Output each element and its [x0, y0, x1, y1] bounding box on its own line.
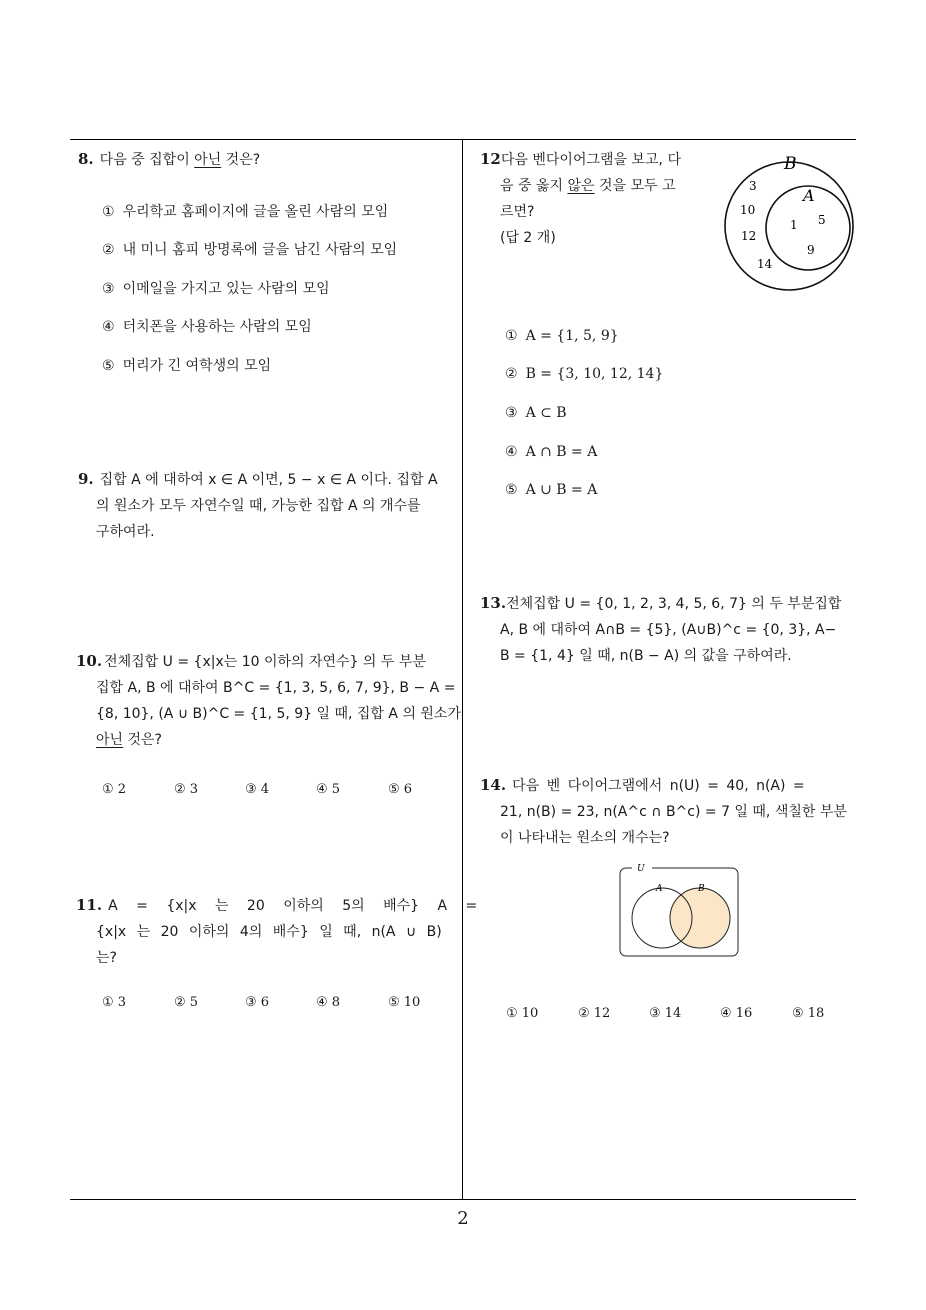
question-text: 의 원소가 모두 자연수일 때, 가능한 집합 A 의 개수를 — [96, 498, 421, 514]
question-11 — [76, 892, 478, 971]
bottom-rule — [70, 1199, 856, 1200]
option-mark: ② — [102, 242, 115, 258]
venn-element: 1 — [790, 218, 798, 232]
q8-option-1[interactable] — [102, 202, 388, 222]
option-mark: ① — [102, 204, 115, 220]
option-mark: ② — [505, 366, 518, 382]
answer-choice[interactable]: ③ 14 — [649, 1006, 682, 1021]
question-text: 전체집합 U = {0, 1, 2, 3, 4, 5, 6, 7} 의 두 부분집합 — [506, 596, 842, 612]
question-text: A, B 에 대하여 A∩B = {5}, (A∪B)^c = {0, 3}, A− — [500, 622, 837, 638]
q12-option-2[interactable] — [505, 364, 663, 384]
answer-choice[interactable]: ④ 16 — [720, 1006, 753, 1021]
question-text: 르면? — [500, 204, 535, 220]
question-text: 다음 중 집합이 — [99, 152, 195, 168]
option-mark: ③ — [505, 405, 518, 421]
question-number: 13. — [480, 594, 507, 612]
option-text: 터치폰을 사용하는 사람의 모임 — [122, 319, 312, 335]
question-text: 것은? — [123, 732, 162, 748]
answer-choice[interactable]: ① 10 — [506, 1006, 539, 1021]
answer-choice[interactable]: ② 12 — [578, 1006, 611, 1021]
q8-option-3[interactable] — [102, 279, 330, 299]
set-b-circle — [725, 162, 853, 290]
question-text: (답 2 개) — [500, 230, 556, 246]
option-text: A ∪ B = A — [525, 482, 598, 498]
answer-choice[interactable]: ⑤ 10 — [388, 995, 421, 1010]
venn-element: 9 — [807, 243, 815, 257]
option-text: 이메일을 가지고 있는 사람의 모임 — [122, 281, 330, 297]
question-text: 다음 벤 다이어그램에서 n(U) = 40, n(A) = — [512, 778, 805, 794]
question-text: A = {x|x 는 20 이하의 5의 배수} A = — [108, 898, 478, 914]
option-text: A ⊂ B — [525, 405, 567, 421]
set-b-label: B — [784, 154, 797, 174]
top-rule — [70, 139, 856, 140]
underlined-word: 아닌 — [194, 152, 222, 168]
option-text: A ∩ B = A — [525, 444, 598, 460]
column-divider — [462, 139, 463, 1200]
option-text: A = {1, 5, 9} — [525, 328, 619, 344]
set-a-label: A — [803, 186, 815, 205]
question-text: {8, 10}, (A ∪ B)^C = {1, 5, 9} 일 때, 집합 A 의 원소가 — [96, 706, 461, 722]
question-12 — [480, 146, 710, 251]
option-text: 머리가 긴 여학생의 모임 — [122, 358, 272, 374]
option-mark: ④ — [505, 444, 518, 460]
answer-choice[interactable]: ④ 5 — [316, 782, 341, 797]
q12-venn-diagram — [720, 148, 860, 294]
answer-choice[interactable]: ① 2 — [102, 782, 127, 797]
question-13 — [480, 590, 860, 669]
question-text: 것은? — [221, 152, 261, 168]
answer-choice[interactable]: ③ 4 — [245, 782, 270, 797]
answer-choice[interactable]: ④ 8 — [316, 995, 341, 1010]
option-mark: ⑤ — [102, 358, 115, 374]
answer-choice[interactable]: ② 3 — [174, 782, 199, 797]
question-text: 는? — [96, 950, 117, 966]
question-text: 집합 A, B 에 대하여 B^C = {1, 3, 5, 6, 7, 9}, B − A = — [96, 680, 456, 696]
venn-element: 14 — [757, 257, 773, 271]
set-b-circle — [670, 888, 730, 948]
question-number: 12 — [480, 150, 501, 168]
question-14 — [480, 772, 860, 851]
question-number: 10. — [76, 652, 103, 670]
venn-element: 3 — [749, 179, 757, 193]
answer-choice[interactable]: ⑤ 6 — [388, 782, 413, 797]
question-text: B = {1, 4} 일 때, n(B − A) 의 값을 구하여라. — [500, 648, 792, 664]
question-number: 8. — [78, 150, 94, 168]
option-mark: ③ — [102, 281, 115, 297]
question-9 — [78, 466, 462, 545]
q8-option-5[interactable] — [102, 356, 271, 376]
q8-option-2[interactable] — [102, 240, 397, 260]
question-text: 구하여라. — [96, 524, 155, 540]
answer-choice[interactable]: ② 5 — [174, 995, 199, 1010]
underlined-word: 않은 — [567, 178, 595, 194]
q12-option-5[interactable] — [505, 480, 597, 500]
question-number: 11. — [76, 896, 103, 914]
question-text: 전체집합 U = {x|x는 10 이하의 자연수} 의 두 부분 — [104, 654, 426, 670]
q12-option-3[interactable] — [505, 403, 567, 423]
q12-option-4[interactable] — [505, 442, 597, 462]
option-text: 내 미니 홈피 방명록에 글을 남긴 사람의 모임 — [122, 242, 398, 258]
answer-choice[interactable]: ⑤ 18 — [792, 1006, 825, 1021]
universe-label: U — [637, 864, 645, 874]
question-10 — [76, 648, 462, 753]
question-number: 14. — [480, 776, 507, 794]
question-text: 다음 벤다이어그램을 보고, 다 — [500, 152, 681, 168]
venn-element: 5 — [818, 213, 826, 227]
option-mark: ① — [505, 328, 518, 344]
q8-option-4[interactable] — [102, 317, 312, 337]
option-mark: ⑤ — [505, 482, 518, 498]
option-text: 우리학교 홈페이지에 글을 올린 사람의 모임 — [122, 204, 389, 220]
question-text: 이 나타내는 원소의 개수는? — [500, 830, 670, 846]
option-mark: ④ — [102, 319, 115, 335]
set-a-label: A — [656, 884, 663, 894]
question-text: 집합 A 에 대하여 x ∈ A 이면, 5 − x ∈ A 이다. 집합 A — [99, 472, 438, 488]
question-number: 9. — [78, 470, 94, 488]
question-8 — [78, 146, 458, 173]
venn-element: 12 — [741, 229, 757, 243]
page-number: 2 — [457, 1208, 469, 1229]
venn-element: 10 — [740, 203, 756, 217]
underlined-word: 아닌 — [96, 732, 124, 748]
q14-venn-diagram — [616, 858, 744, 960]
option-text: B = {3, 10, 12, 14} — [525, 366, 664, 382]
question-text: 21, n(B) = 23, n(A^c ∩ B^c) = 7 일 때, 색칠한 부분 — [500, 804, 847, 820]
question-text: 것을 모두 고 — [594, 178, 676, 194]
answer-choice[interactable]: ① 3 — [102, 995, 127, 1010]
q12-option-1[interactable] — [505, 326, 619, 346]
answer-choice[interactable]: ③ 6 — [245, 995, 270, 1010]
question-text: 음 중 옳지 — [500, 178, 568, 194]
set-b-label: B — [698, 884, 705, 894]
question-text: {x|x 는 20 이하의 4의 배수} 일 때, n(A ∪ B) — [96, 924, 442, 940]
